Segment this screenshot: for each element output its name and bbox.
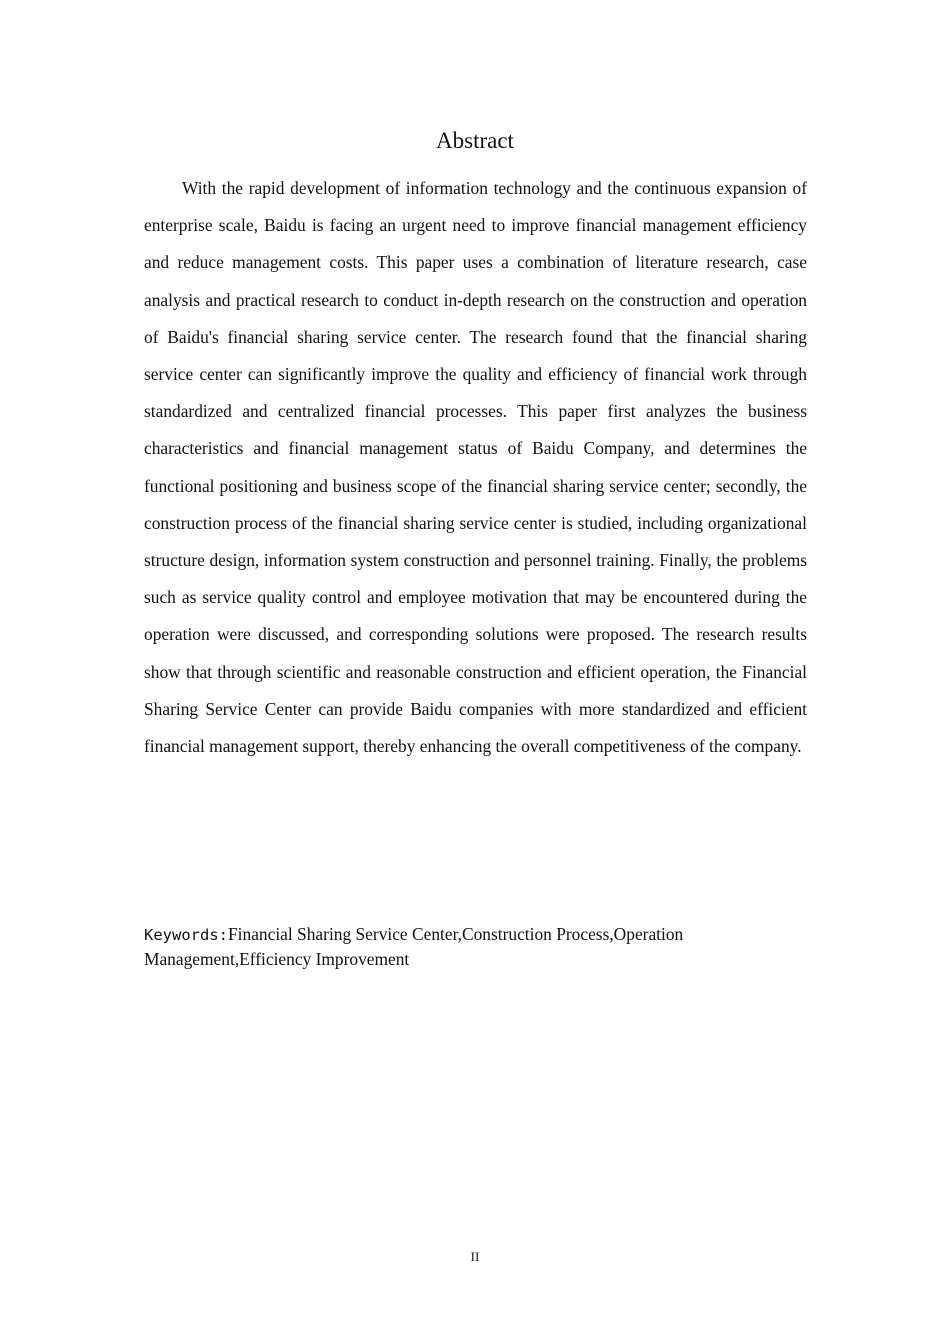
abstract-body: With the rapid development of information technology and the continuous expansion of enterprise scale, Baidu is facing an urgent need to improve financial management efficiency and reduce management costs. This paper uses a combination of literature research, case analysis and practical research to conduct in-depth research on the construction and operation of Baidu's financial sharing service center. The research found that the financial sharing service center can significantly improve the quality and efficiency of financial work through standardized and centralized financial processes. This paper first analyzes the business characteristics and financial management status of Baidu Company, and determines the functional positioning and business scope of the financial sharing service center; secondly, the construction process of the financial sharing service center is studied, including organizational structure design, information system construction and personnel training. Finally, the problems such as service quality control and employee motivation that may be encountered during the operation were discussed, and corresponding solutions were proposed. The research results show that through scientific and reasonable construction and efficient operation, the Financial Sharing Service Center can provide Baidu companies with more standardized and efficient financial management support, thereby enhancing the overall competitiveness of the company. [144, 178, 807, 757]
page-number: II [470, 1249, 480, 1264]
page-title: Abstract [436, 128, 514, 153]
keywords-line [144, 922, 807, 971]
keywords-text: Financial Sharing Service Center,Construction Process,Operation Management,Efficiency Improvement [144, 924, 684, 969]
keywords-label: Keywords: [144, 926, 228, 944]
